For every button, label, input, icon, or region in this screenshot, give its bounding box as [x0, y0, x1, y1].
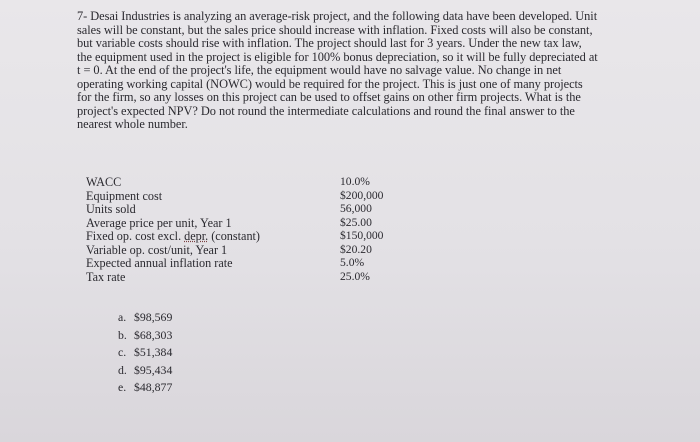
question-line: for the firm, so any losses on this project can be used to offset gains on other firm projects. What is the: [77, 90, 581, 104]
data-label: Tax rate: [86, 269, 126, 284]
choice-c[interactable]: [118, 345, 172, 363]
choice-text: $98,569: [134, 310, 173, 324]
data-value: 25.0%: [340, 269, 370, 283]
question-line: t = 0. At the end of the project's life, the equipment would have no salvage value. No change in net: [77, 63, 562, 77]
data-label: Expected annual inflation rate: [86, 256, 233, 270]
data-label: Average price per unit, Year 1: [86, 215, 232, 230]
choice-e[interactable]: [118, 380, 172, 398]
question-line: nearest whole number.: [77, 117, 188, 131]
data-label: WACC: [86, 175, 122, 189]
question-text: [77, 10, 680, 132]
project-data-table: [86, 175, 426, 283]
question-line: but variable costs should rise with inflation. The project should last for 3 years. Under the new tax law,: [77, 36, 582, 50]
answer-choices: [118, 310, 172, 398]
question-line: operating working capital (NOWC) would be required for the project. This is just one of many projects: [77, 76, 583, 91]
question-line: 7- Desai Industries is analyzing an average-risk project, and the following data have been developed. Unit: [77, 9, 598, 23]
data-value: 5.0%: [340, 256, 365, 269]
data-row-units-sold: [86, 202, 426, 216]
data-label-dotted-word: depr.: [184, 229, 209, 243]
data-row-inflation: [86, 256, 426, 270]
choice-text: $48,877: [134, 380, 173, 395]
data-row-equipment-cost: [86, 189, 426, 203]
choice-letter: a.: [118, 310, 127, 324]
data-label: Equipment cost: [86, 188, 163, 203]
data-row-wacc: [86, 175, 426, 189]
choice-letter: c.: [118, 345, 127, 360]
data-value: $200,000: [340, 188, 384, 202]
choice-a[interactable]: [118, 310, 172, 328]
choice-text: $95,434: [134, 362, 173, 377]
data-label-part: (constant): [208, 229, 260, 243]
choice-text: $51,384: [134, 345, 173, 360]
question-line: project's expected NPV? Do not round the intermediate calculations and round the final answer to the: [77, 103, 575, 118]
data-label-part: Fixed op. cost excl.: [86, 229, 185, 243]
data-row-tax-rate: [86, 270, 426, 284]
data-value: $25.00: [340, 215, 372, 229]
choice-letter: b.: [118, 327, 127, 342]
data-value: $150,000: [340, 229, 384, 242]
data-value: 56,000: [340, 202, 372, 215]
choice-b[interactable]: [118, 328, 172, 346]
choice-letter: d.: [118, 362, 127, 377]
data-row-fixed-cost: [86, 229, 426, 243]
choice-d[interactable]: [118, 363, 172, 381]
choice-letter: e.: [118, 380, 127, 395]
data-label: Units sold: [86, 202, 136, 216]
question-line: the equipment used in the project is eligible for 100% bonus depreciation, so it will be fully depreciated at: [77, 49, 598, 64]
question-line: sales will be constant, but the sales price should increase with inflation. Fixed costs will also be constant,: [77, 22, 593, 37]
data-label: Variable op. cost/unit, Year 1: [86, 242, 228, 257]
data-row-variable-cost: [86, 243, 426, 257]
data-value: $20.20: [340, 242, 372, 256]
choice-text: $68,303: [134, 327, 173, 342]
data-value: 10.0%: [340, 175, 370, 188]
data-row-average-price: [86, 216, 426, 230]
